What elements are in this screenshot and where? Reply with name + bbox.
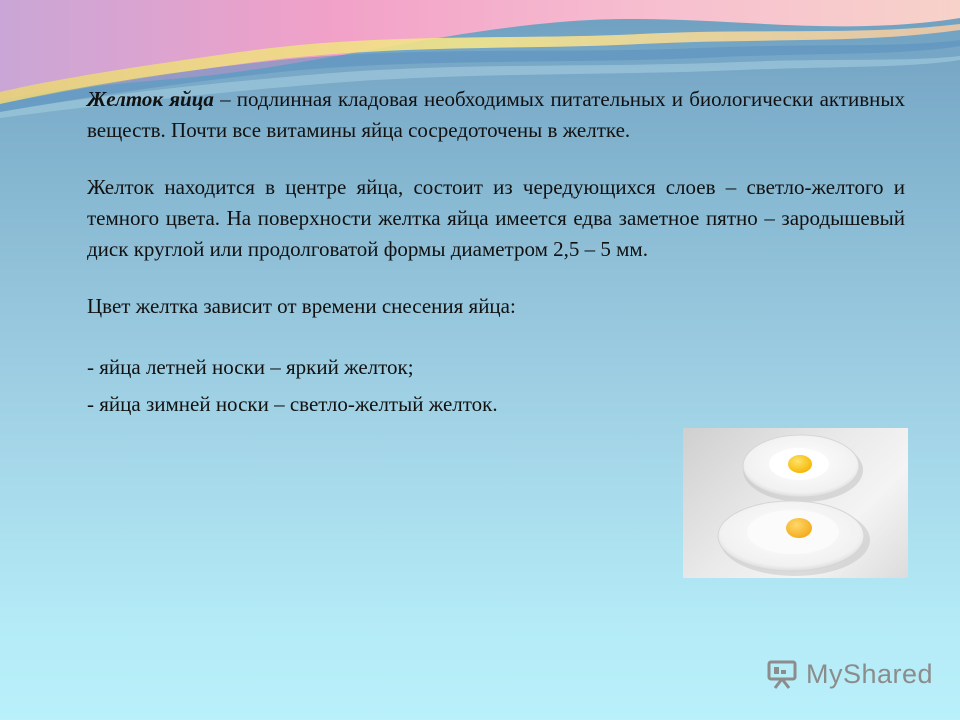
list-item-summer: - яйца летней носки – яркий желток; bbox=[87, 355, 414, 379]
paragraph-yolk-definition bbox=[87, 84, 905, 146]
lead-term: Желток яйца bbox=[87, 87, 214, 111]
paragraph-yolk-color: Цвет желтка зависит от времени снесения яйца: bbox=[87, 294, 516, 318]
fried-eggs-photo bbox=[683, 428, 908, 578]
presentation-board-icon bbox=[766, 657, 800, 691]
logo-text: MyShared bbox=[806, 658, 934, 689]
fried-eggs-illustration bbox=[683, 428, 908, 578]
list-item-winter: - яйца зимней носки – светло-желтый желток. bbox=[87, 392, 498, 416]
paragraph-yolk-structure: Желток находится в центре яйца, состоит из чередующихся слоев – светло-желтого и темного цвета. На поверхности желтка яйца имеется едва заметное пятно – зародышевый диск круглой или продолговатой формы диаметром 2,5 – 5 мм. bbox=[87, 175, 905, 261]
paragraph-yolk-definition-text: – подлинная кладовая необходимых питательных и биологически активных веществ. Почти все витамины яйца сосредоточены в желтке. bbox=[87, 87, 905, 142]
slide-body bbox=[87, 84, 905, 420]
myshared-logo bbox=[766, 654, 933, 694]
